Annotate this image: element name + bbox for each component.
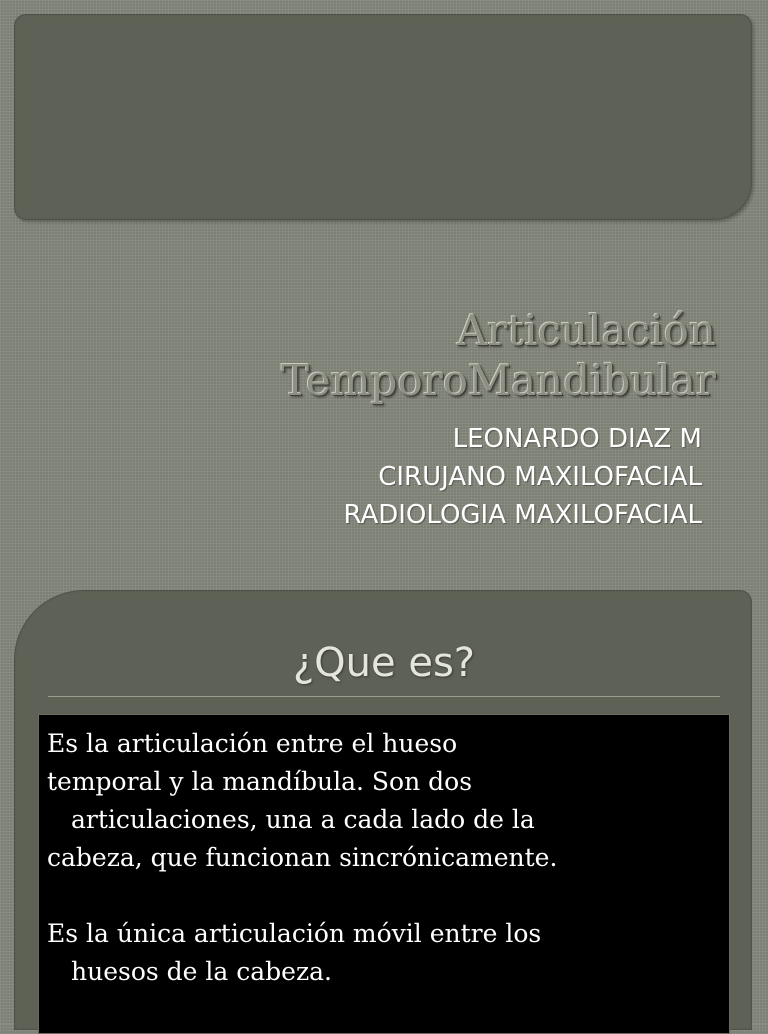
paragraph-unique-joint <box>47 915 719 991</box>
text-line: Es la articulación entre el hueso <box>47 729 458 758</box>
content-text-box <box>38 714 730 1034</box>
author-name: LEONARDO DIAZ M <box>452 424 702 454</box>
text-line: Es la única articulación móvil entre los <box>47 919 542 948</box>
paragraph-definition <box>47 725 719 877</box>
text-line: articulaciones, una a cada lado de la <box>71 805 535 834</box>
author-role-1: CIRUJANO MAXILOFACIAL <box>378 462 702 492</box>
text-line: huesos de la cabeza. <box>71 957 332 986</box>
presentation-title <box>281 306 716 406</box>
presentation-subtitle <box>343 420 702 534</box>
heading-divider <box>48 696 720 697</box>
title-slide-top-panel <box>14 14 752 220</box>
text-line: cabeza, que funcionan sincrónicamente. <box>47 843 558 872</box>
text-line: temporal y la mandíbula. Son dos <box>47 767 473 796</box>
title-line-1: Articulación <box>456 306 716 355</box>
title-line-2: TemporoMandibular <box>281 356 716 405</box>
author-role-2: RADIOLOGIA MAXILOFACIAL <box>343 500 702 530</box>
slide-heading: ¿Que es? <box>292 640 476 686</box>
slide-que-es <box>0 580 768 1024</box>
